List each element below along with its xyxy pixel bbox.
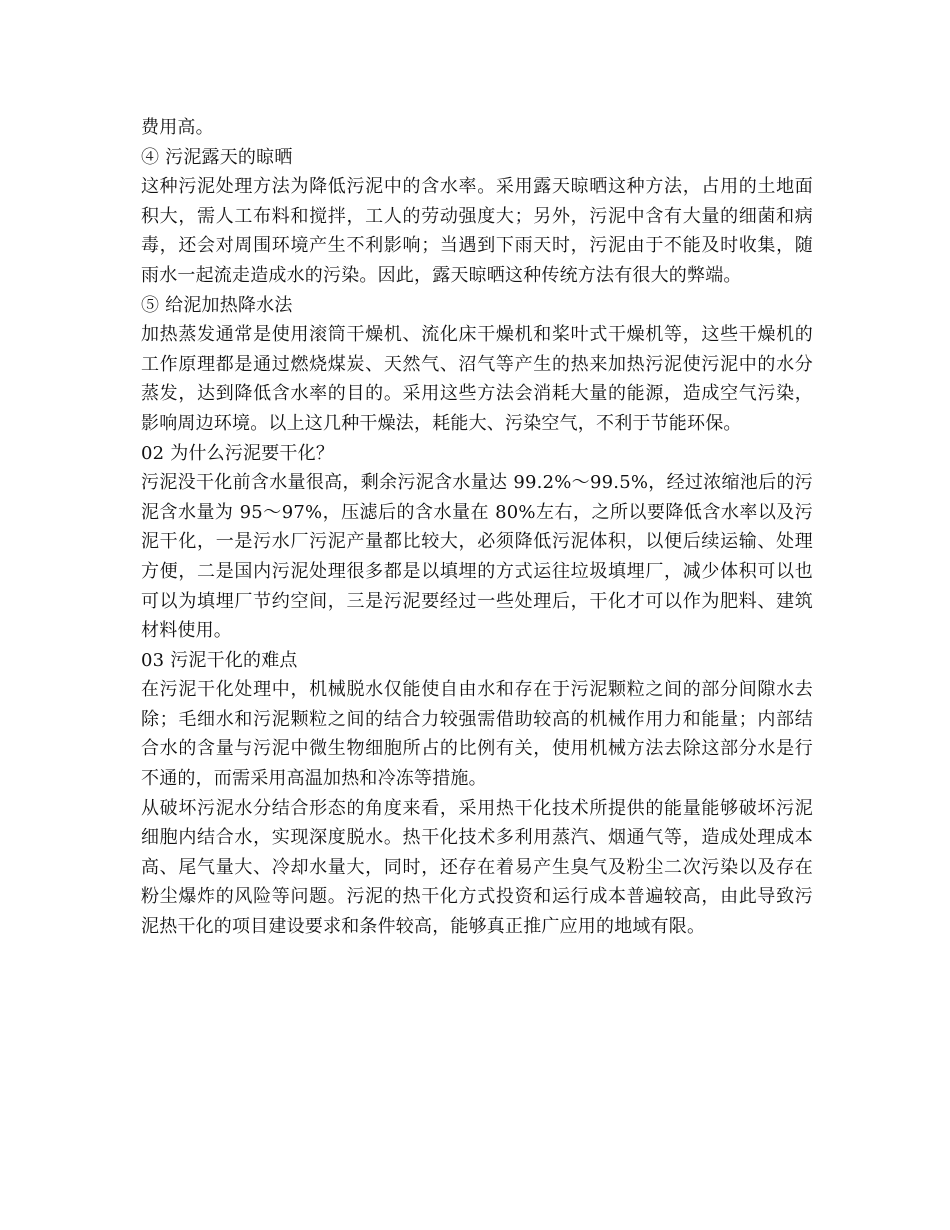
paragraph-heating-method: 加热蒸发通常是使用滚筒干燥机、流化床干燥机和桨叶式干燥机等，这些干燥机的工作原理都是通过燃烧煤炭、天然气、沼气等产生的热来加热污泥使污泥中的水分蒸发，达到降低含水率的目的。采用这些方法会消耗大量的能源，造成空气污染，影响周边环境。以上这几种干燥法，耗能大、污染空气，不利于节能环保。 <box>141 324 813 434</box>
paragraph-open-air-drying: 这种污泥处理方法为降低污泥中的含水率。采用露天晾晒这种方法，占用的土地面积大，需人工布料和搅拌，工人的劳动强度大；另外，污泥中含有大量的细菌和病毒，还会对周围环境产生不利影响；当遇到下雨天时，污泥由于不能及时收集，随雨水一起流走造成水的污染。因此，露天晾晒这种传统方法有很大的弊端。 <box>141 176 813 286</box>
paragraph-cost-high: 费用高。 <box>141 117 214 138</box>
paragraph-why-dry-sludge: 污泥没干化前含水量很高，剩余污泥含水量达 99.2%～99.5%，经过浓缩池后的污泥含水量为 95～97%，压滤后的含水量在 80%左右，之所以要降低含水率以及污泥干化，一是污水厂污泥产量都比较大，必须降低污泥体积，以便后续运输、处理方便，二是国内污泥处理很多都是以填埋的方式运往垃圾填埋厂，减少体积可以也可以为填埋厂节约空间，三是污泥要经过一些处理后，干化才可以作为肥料、建筑材料使用。 <box>141 472 813 642</box>
heading-heating-method: ⑤ 给泥加热降水法 <box>141 294 293 316</box>
heading-why-dry-sludge: 02 为什么污泥要干化？ <box>141 442 335 464</box>
heading-open-air-drying: ④ 污泥露天的晾晒 <box>141 146 293 168</box>
document-page <box>141 113 813 942</box>
paragraph-mechanical-dewatering: 在污泥干化处理中，机械脱水仅能使自由水和存在于污泥颗粒之间的部分间隙水去除；毛细水和污泥颗粒之间的结合力较强需借助较高的机械作用力和能量；内部结合水的含量与污泥中微生物细胞所占的比例有关，使用机械方法去除这部分水是行不通的，而需采用高温加热和冷冻等措施。 <box>141 679 813 790</box>
paragraph-thermal-drying: 从破坏污泥水分结合形态的角度来看，采用热干化技术所提供的能量能够破坏污泥细胞内结合水，实现深度脱水。热干化技术多利用蒸汽、烟通气等，造成处理成本高、尾气量大、冷却水量大，同时，还存在着易产生臭气及粉尘二次污染以及存在粉尘爆炸的风险等问题。污泥的热干化方式投资和运行成本普遍较高，由此导致污泥热干化的项目建设要求和条件较高，能够真正推广应用的地域有限。 <box>141 797 813 938</box>
heading-drying-difficulties: 03 污泥干化的难点 <box>141 649 298 671</box>
